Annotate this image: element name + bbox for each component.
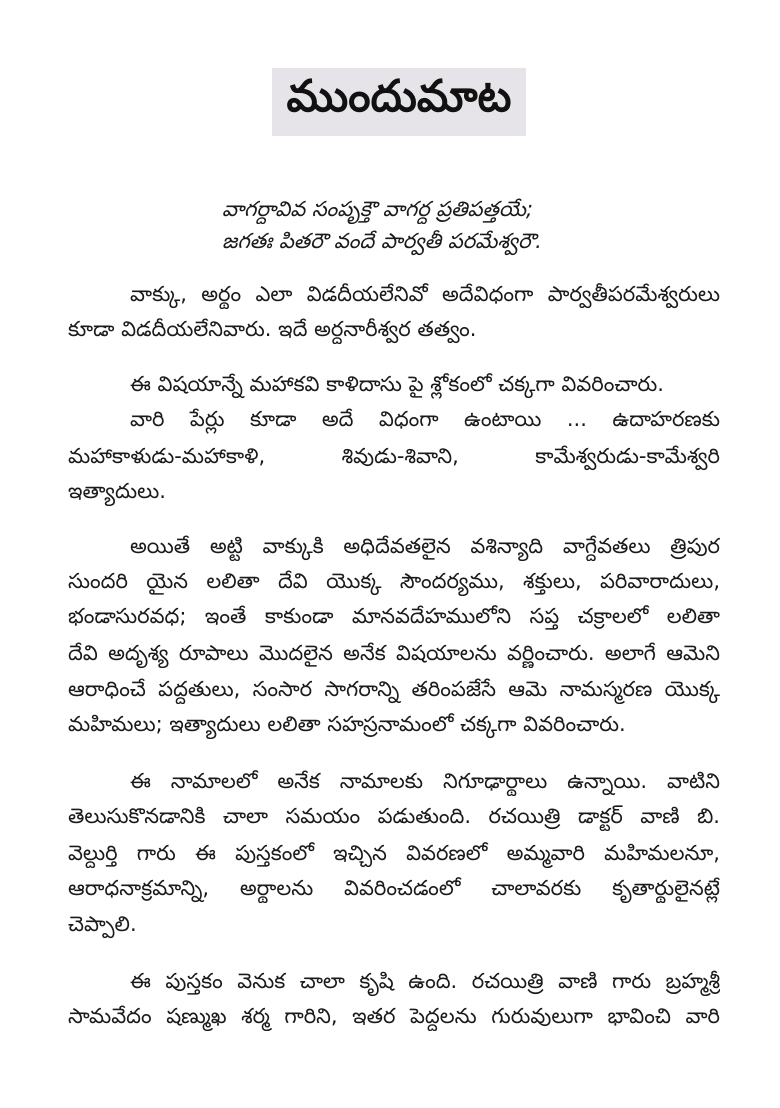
paragraph-line: మహిమలు; ఇత్యాదులు లలితా సహస్రనామంలో చక్కగా వివరించారు. (68, 712, 626, 736)
paragraph-line: భండాసురవధ; ఇంతే కాకుండా మానవదేహములోని సప్త చక్రాలలో లలితా (68, 604, 720, 628)
paragraph-line: ఆరాధించే పద్ధతులు, సంసార సాగరాన్ని తరింపజేసే ఆమె నామస్మరణ యొక్క (68, 677, 720, 701)
paragraph-line: ఆరాధనాక్రమాన్ని, అర్థాలను వివరించడంలో చాలావరకు కృతార్థులైనట్లే (68, 876, 720, 900)
paragraph-line: మహాకాళుడు-మహాకాళి, శివుడు-శివాని, కామేశ్వరుడు-కామేశ్వరి (68, 444, 720, 468)
paragraph-line: వెల్దుర్తి గారు ఈ పుస్తకంలో ఇచ్చిన వివరణలో అమ్మవారి మహిమలనూ, (68, 841, 720, 865)
paragraph-line: ఈ పుస్తకం వెనుక చాలా కృషి ఉంది. రచయిత్రి వాణి గారు బ్రహ్మశ్రీ (130, 969, 720, 993)
paragraph-line: తెలుసుకొనడానికి చాలా సమయం పడుతుంది. రచయిత్రి డాక్టర్ వాణి బి. (68, 804, 720, 828)
paragraph-line: ఈ విషయాన్నే మహాకవి కాళిదాసు పై శ్లోకంలో చక్కగా వివరించారు. (130, 372, 664, 396)
title-box (272, 68, 526, 136)
paragraph-line: అయితే అట్టి వాక్కుకి అధిదేవతలైన వశిన్యాది వాగ్దేవతలు త్రిపుర (130, 534, 720, 558)
page-title: ముందుమాట (286, 71, 512, 122)
paragraph-line: చెప్పాలి. (68, 912, 137, 936)
paragraph-line: ఇత్యాదులు. (68, 479, 166, 503)
shloka-line: జగతః పితరౌ వందే పార్వతీ పరమేశ్వరౌ. (222, 229, 542, 253)
paragraph-line: సుందరి యైన లలితా దేవి యొక్క సౌందర్యము, శక్తులు, పరివారాదులు, (68, 569, 720, 593)
paragraph-line: వారి పేర్లు కూడా అదే విధంగా ఉంటాయి ... ఉదాహరణకు (130, 407, 720, 431)
paragraph-line: వాక్కు, అర్థం ఎలా విడదీయలేనివో అదేవిధంగా పార్వతీపరమేశ్వరులు (130, 282, 720, 306)
paragraph-line: సామవేదం షణ్ముఖ శర్మ గారిని, ఇతర పెద్దలను గురువులుగా భావించి వారి (68, 1004, 720, 1028)
shloka-line: వాగర్ధావివ సంపృక్తౌ వాగర్ధ ప్రతిపత్తయే; (222, 197, 533, 221)
paragraph-line: దేవి అదృశ్య రూపాలు మొదలైన అనేక విషయాలను వర్ణించారు. అలాగే ఆమెని (68, 641, 720, 665)
paragraph-line: కూడా విడదీయలేనివారు. ఇదే అర్ధనారీశ్వర తత్వం. (68, 317, 477, 341)
paragraph-line: ఈ నామాలలో అనేక నామాలకు నిగూఢార్థాలు ఉన్నాయి. వాటిని (130, 769, 720, 793)
